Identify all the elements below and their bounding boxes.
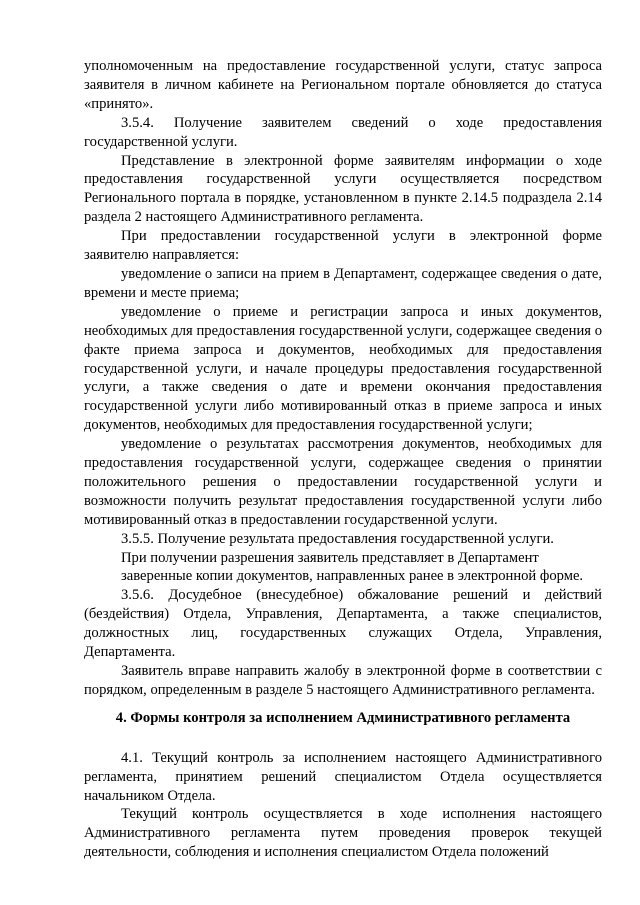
paragraph-electronic-info: Представление в электронной форме заявителям информации о ходе предоставления государственной услуги осуществляется посредством Регионального портала в порядке, установленном в пункте 2.14.5 подраздела 2.14 раздела 2 настоящего Административного регламента.: [84, 152, 602, 226]
paragraph-3-5-4: 3.5.4. Получение заявителем сведений о ходе предоставления государственной услуги.: [84, 114, 602, 150]
paragraph-4-1: 4.1. Текущий контроль за исполнением настоящего Административного регламента, принятием решений специалистом Отдела осуществляется начальником Отдела.: [84, 749, 602, 804]
paragraph-notifications-intro: При предоставлении государственной услуги в электронной форме заявителю направляется:: [84, 228, 602, 264]
paragraph-3-5-5: 3.5.5. Получение результата предоставления государственной услуги.: [121, 530, 554, 547]
paragraph-status-update: уполномоченным на предоставление государственной услуги, статус запроса заявителя в личном кабинете на Региональном портале обновляется до статуса «принято».: [84, 58, 602, 112]
paragraph-notification-results: уведомление о результатах рассмотрения документов, необходимых для предоставления государственной услуги, содержащее сведения о принятии положительного решения о предоставлении государственной услуги и возможности получить результат предоставления государственной услуги либо мотивированный отказ в предоставлении государственной услуги.: [84, 436, 602, 528]
paragraph-certified-copies: заверенные копии документов, направленных ранее в электронной форме.: [121, 568, 584, 585]
paragraph-notification-appointment: уведомление о записи на прием в Департамент, содержащее сведения о дате, времени и месте приема;: [84, 265, 602, 301]
section-spacer: [84, 728, 602, 749]
paragraph-complaint: Заявитель вправе направить жалобу в электронной форме в соответствии с порядком, определенным в разделе 5 настоящего Административного регламента.: [84, 663, 602, 698]
section-heading: 4. Формы контроля за исполнением Административного регламента: [115, 709, 571, 726]
document-page: [84, 57, 602, 862]
paragraph-permission: При получении разрешения заявитель представляет в Департамент: [121, 549, 539, 566]
paragraph-3-5-6: 3.5.6. Досудебное (внесудебное) обжалование решений и действий (бездействия) Отдела, Управления, Департамента, а также специалистов, должностных лиц, государственных служащих Отдела, Управления, Департамента.: [84, 587, 602, 661]
paragraph-current-control: Текущий контроль осуществляется в ходе исполнения настоящего Административного регламента путем проведения проверок текущей деятельности, соблюдения и исполнения специалистом Отдела положений: [84, 806, 602, 861]
paragraph-notification-registration: уведомление о приеме и регистрации запроса и иных документов, необходимых для предоставления государственной услуги, содержащее сведения о факте приема запроса и документов, необходимых для предоставления государственной услуги, и начале процедуры предоставления государственной услуги, а также сведения о дате и времени окончания предоставления государственной услуги либо мотивированный отказ в приеме запроса и иных документов, необходимых для предоставления государственной услуги;: [84, 303, 602, 434]
